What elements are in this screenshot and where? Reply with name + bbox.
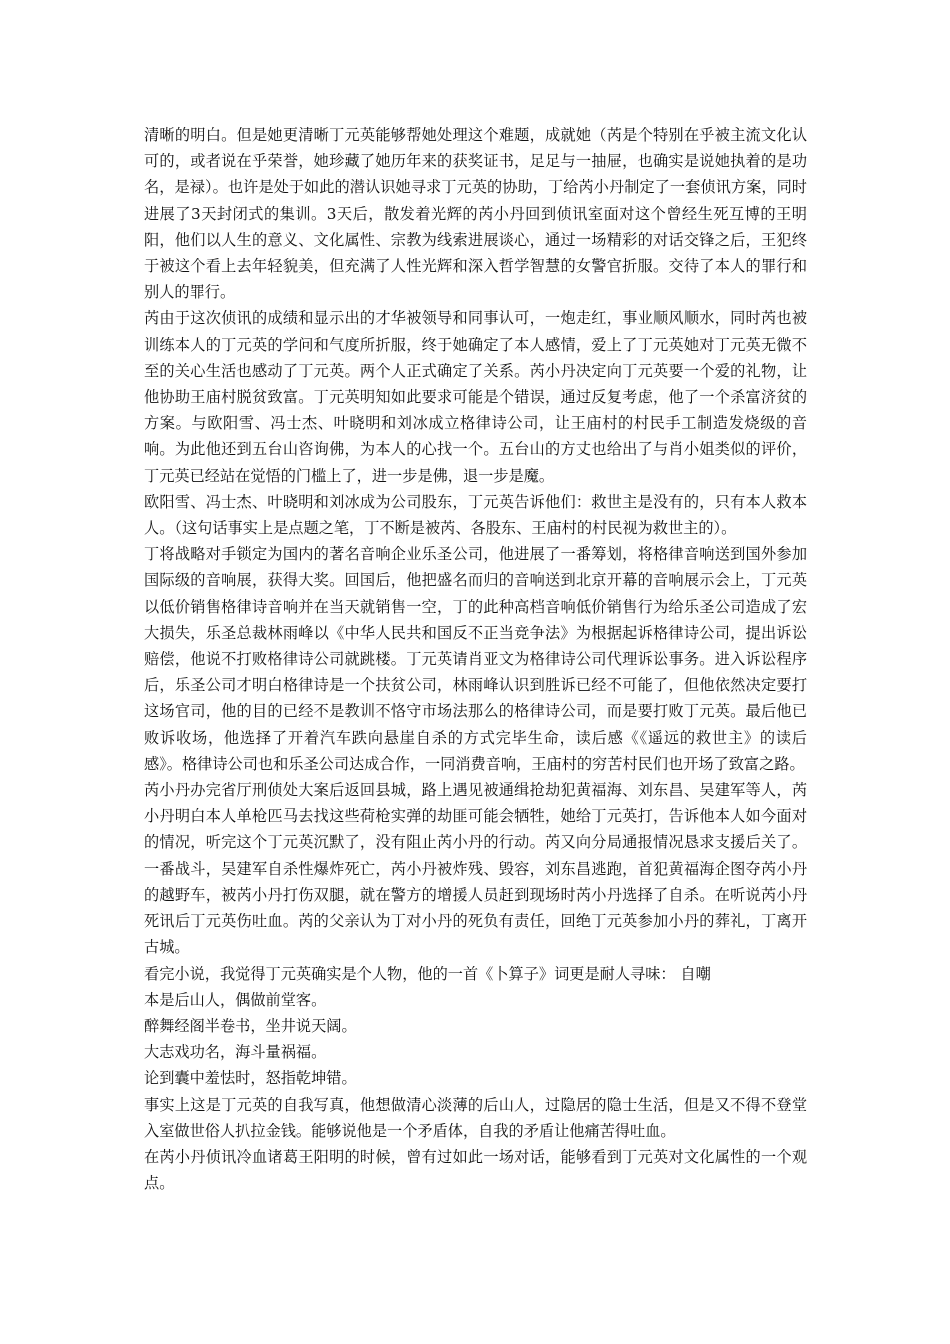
paragraph-shareholders: 欧阳雪、冯士杰、叶晓明和刘冰成为公司股东，丁元英告诉他们：救世主是没有的，只有本人救本人。（这句话事实上是点题之笔，丁不断是被芮、各股东、王庙村的村民视为救世主的）。 [144, 492, 807, 538]
poem-line: 论到囊中羞怯时，怒指乾坤错。 [144, 1069, 357, 1088]
paragraph-interrogation: 清晰的明白。但是她更清晰丁元英能够帮她处理这个难题，成就她（芮是个特别在乎被主流文化认可的，或者说在乎荣誉，她珍藏了她历年来的获奖证书，足足与一抽屉，也确实是说她执着的是功名，是禄）。也许是处于如此的潜认识她寻求丁元英的协助，丁给芮小丹制定了一套侦讯方案，同时进展了3天封闭式的集训。3天后，散发着光辉的芮小丹回到侦讯室面对这个曾经生死互博的王明阳，他们以人生的意义、文化属性、宗教为线索进展谈心，通过一场精彩的对话交锋之后，王犯终于被这个看上去年轻貌美，但充满了人性光辉和深入哲学智慧的女警官折服。交待了本人的罪行和别人的罪行。 [144, 126, 807, 302]
paragraph-dialogue-intro: 在芮小丹侦讯冷血诸葛王阳明的时候，曾有过如此一场对话，能够看到丁元英对文化属性的一个观点。 [144, 1147, 807, 1193]
paragraph-reflection: 看完小说，我觉得丁元英确实是个人物，他的一首《卜算子》词更是耐人寻味： 自嘲 [144, 964, 711, 983]
poem-line: 本是后山人，偶做前堂客。 [144, 990, 327, 1009]
document-page [144, 122, 807, 1196]
poem-line: 醉舞经阁半卷书，坐井说天阔。 [144, 1016, 357, 1035]
poem-line: 大志戏功名，海斗量祸福。 [144, 1043, 327, 1062]
paragraph-self-portrait: 事实上这是丁元英的自我写真，他想做清心淡薄的后山人，过隐居的隐士生活，但是又不得不登堂入室做世俗人扒拉金钱。能够说他是一个矛盾体，自我的矛盾让他痛苦得吐血。 [144, 1095, 807, 1140]
paragraph-relationship: 芮由于这次侦讯的成绩和显示出的才华被领导和同事认可，一炮走红，事业顺风顺水，同时芮也被训练本人的丁元英的学问和气度所折服，终于她确定了本人感情，爱上了丁元英她对丁元英无微不至的关心生活也感动了丁元英。两个人正式确定了关系。芮小丹决定向丁元英要一个爱的礼物，让他协助王庙村脱贫致富。丁元英明知如此要求可能是个错误，通过反复考虑，他了一个杀富济贫的方案。与欧阳雪、冯士杰、叶晓明和刘冰成立格律诗公司，让王庙村的村民手工制造发烧级的音响。为此他还到五台山咨询佛，为本人的心找一个。五台山的方丈也给出了与肖小姐类似的评价，丁元英已经站在觉悟的门槛上了，进一步是佛，退一步是魔。 [144, 309, 807, 485]
poem-block [144, 987, 807, 1092]
paragraph-sacrifice: 芮小丹办完省厅刑侦处大案后返回县城，路上遇见被通缉抢劫犯黄福海、刘东昌、吴建军等人，芮小丹明白本人单枪匹马去找这些荷枪实弹的劫匪可能会牺牲，她给丁元英打，告诉他本人如今面对的情况，听完这个丁元英沉默了，没有阻止芮小丹的行动。芮又向分局通报情况恳求支援后关了。一番战斗，吴建军自杀性爆炸死亡，芮小丹被炸残、毁容，刘东昌逃跑，首犯黄福海企图夺芮小丹的越野车，被芮小丹打伤双腿，就在警方的增援人员赶到现场时芮小丹选择了自杀。在听说芮小丹死讯后丁元英伤吐血。芮的父亲认为丁对小丹的死负有责任，回绝丁元英参加小丹的葬礼，丁离开古城。 [144, 781, 807, 957]
paragraph-strategy: 丁将战略对手锁定为国内的著名音响企业乐圣公司，他进展了一番筹划，将格律音响送到国外参加国际级的音响展，获得大奖。回国后，他把盛名而归的音响送到北京开幕的音响展示会上，丁元英以低价销售格律诗音响并在当天就销售一空，丁的此种高档音响低价销售行为给乐圣公司造成了宏大损失，乐圣总裁林雨峰以《中华人民共和国反不正当竞争法》为根据起诉格律诗公司，提出诉讼赔偿，他说不打败格律诗公司就跳楼。丁元英请肖亚文为格律诗公司代理诉讼事务。进入诉讼程序后，乐圣公司才明白格律诗是一个扶贫公司，林雨峰认识到胜诉已经不可能了，但他依然决定要打这场官司，他的目的已经不是教训不恪守市场法那么的格律诗公司，而是要打败丁元英。最后他已败诉收场，他选择了开着汽车跌向悬崖自杀的方式完毕生命，读后感《《遥远的救世主》的读后感》。格律诗公司也和乐圣公司达成合作，一同消费音响，王庙村的穷苦村民们也开场了致富之路。 [144, 545, 807, 773]
